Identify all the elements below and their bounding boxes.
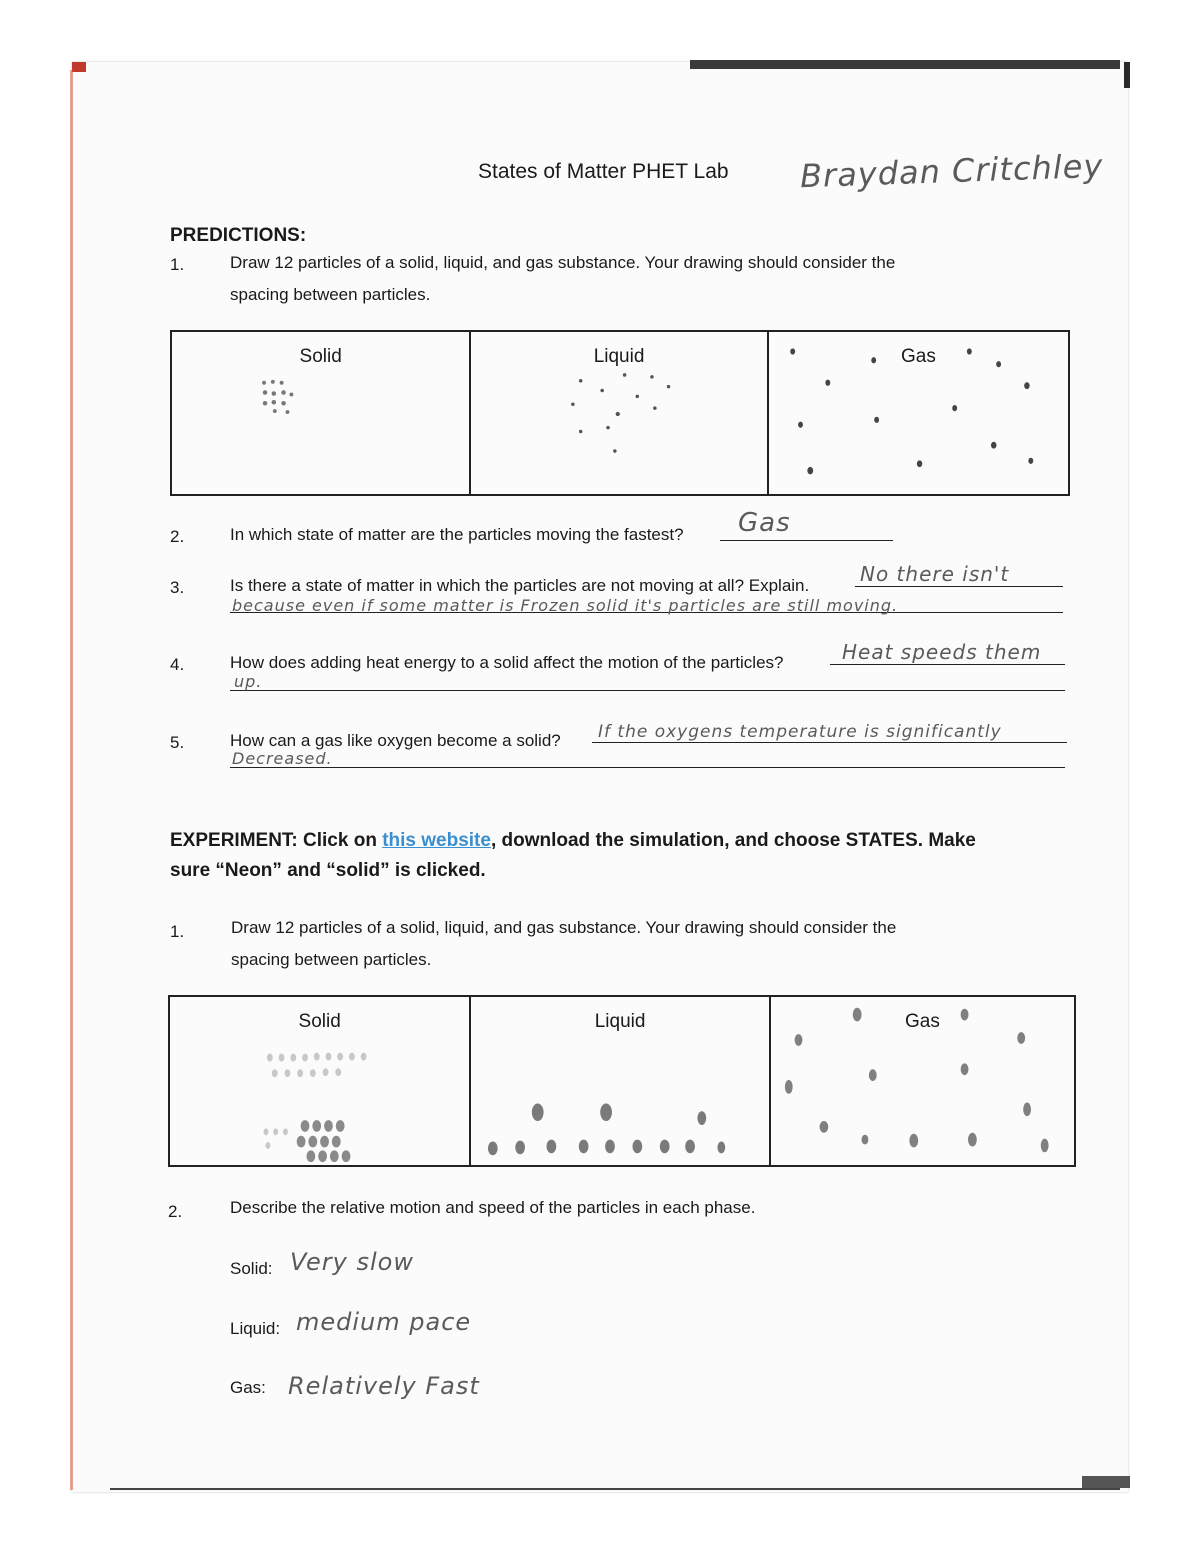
exp-liquid-particles [471, 997, 769, 1165]
particle [263, 390, 267, 394]
worksheet-title: States of Matter PHET Lab [478, 160, 729, 183]
particle [698, 1111, 707, 1125]
student-name: Braydan Critchley [799, 146, 1104, 196]
particle [272, 391, 276, 395]
particle [1024, 382, 1029, 389]
pred-q5-answer1: If the oxygens temperature is significantly [598, 722, 1002, 742]
particle [667, 385, 671, 389]
particle [306, 1150, 315, 1162]
particle [636, 395, 640, 399]
particle [272, 1069, 278, 1077]
particle [579, 379, 583, 383]
exp-solid-header: Solid [298, 1011, 341, 1032]
particle [272, 400, 276, 404]
exp-q2-number: 2. [168, 1202, 183, 1221]
pred-q4-number: 4. [170, 655, 185, 674]
pred-solid-header: Solid [299, 346, 342, 367]
particle [623, 373, 627, 377]
particle [323, 1068, 329, 1076]
pred-q5-text: How can a gas like oxygen become a solid? [230, 731, 561, 750]
particle [794, 1034, 802, 1046]
particle [301, 1120, 310, 1132]
particle [874, 417, 879, 423]
exp-q1-line2: spacing between particles. [231, 950, 432, 969]
pred-q3-text: Is there a state of matter in which the particles are not moving at all? Explain. [230, 576, 810, 595]
pred-q5-answer2: Decreased. [232, 749, 333, 768]
pred-gas-header: Gas [900, 346, 936, 367]
particle [267, 1054, 273, 1062]
experiment-heading-rest: , download the simulation, and choose STATES. Make [490, 830, 976, 851]
exp-liquid-cell [470, 996, 770, 1166]
exp-liquid-header: Liquid [594, 1011, 646, 1032]
particle [297, 1069, 303, 1077]
this-website-link[interactable]: this website [382, 830, 491, 851]
gas-answer: Relatively Fast [288, 1372, 480, 1400]
particle [310, 1069, 316, 1077]
particle [613, 449, 617, 453]
pred-liquid-particles [471, 332, 767, 494]
particle [332, 1136, 341, 1148]
exp-solid-particles [170, 997, 469, 1165]
particle [961, 1063, 969, 1075]
pred-liquid-header: Liquid [593, 346, 645, 367]
particle [326, 1053, 332, 1061]
particle [324, 1120, 333, 1132]
particle [605, 1140, 615, 1154]
particle [547, 1140, 557, 1154]
particle [280, 381, 284, 385]
particle [869, 1069, 877, 1081]
particle [961, 1009, 969, 1021]
particle [312, 1120, 321, 1132]
pred-q3-answer-line1 [855, 586, 1063, 587]
pred-q4-answer1: Heat speeds them [842, 640, 1042, 664]
liquid-answer: medium pace [296, 1308, 472, 1336]
particle [273, 409, 277, 413]
scan-edge-bottom [110, 1488, 1120, 1490]
gas-label: Gas: [230, 1378, 266, 1397]
particle [302, 1054, 308, 1062]
pred-q5-answer-line2 [230, 767, 1065, 768]
particle [871, 357, 876, 363]
pred-q3-number: 3. [170, 578, 185, 597]
particle [909, 1134, 918, 1148]
particle [616, 412, 620, 416]
solid-answer: Very slow [290, 1248, 414, 1276]
pred-gas-particles [769, 332, 1068, 494]
particle [289, 393, 293, 397]
pred-solid-cell [171, 331, 470, 495]
particle [335, 1068, 341, 1076]
particle [516, 1141, 526, 1155]
particle [264, 1128, 269, 1135]
particle [273, 1128, 278, 1135]
particle [718, 1142, 726, 1154]
exp-gas-header: Gas [904, 1011, 940, 1032]
particle [571, 402, 575, 406]
particle [968, 1133, 977, 1147]
prediction-drawing-table [170, 330, 1070, 496]
particle [660, 1140, 670, 1154]
particle [262, 381, 266, 385]
particle [318, 1150, 327, 1162]
particle [579, 430, 583, 434]
particle [337, 1053, 343, 1061]
particle [285, 1069, 291, 1077]
pred-q4-text: How does adding heat energy to a solid affect the motion of the particles? [230, 653, 784, 672]
particle [819, 1121, 828, 1133]
pred-gas-cell [768, 331, 1069, 495]
particle [579, 1140, 589, 1154]
pred-q1-line1: Draw 12 particles of a solid, liquid, and gas substance. Your drawing should consider the [230, 253, 896, 272]
particle [1023, 1102, 1031, 1116]
pred-q1-number: 1. [170, 255, 185, 274]
particle [853, 1008, 862, 1022]
pred-q2-answer: Gas [738, 508, 791, 538]
particle [861, 1135, 868, 1145]
exp-solid-cell [169, 996, 470, 1166]
pred-q2-answer-line [720, 540, 893, 541]
particle [290, 1054, 296, 1062]
pred-q4-answer-line2 [230, 690, 1065, 691]
pred-q5-number: 5. [170, 733, 185, 752]
experiment-heading-bold: EXPERIMENT: Click on [170, 830, 377, 851]
particle [917, 460, 922, 467]
scan-edge-right [1124, 62, 1130, 88]
predictions-heading: PREDICTIONS: [170, 225, 307, 246]
particle [601, 1103, 613, 1121]
particle [532, 1103, 544, 1121]
particle [281, 401, 285, 405]
exp-q1-line1: Draw 12 particles of a solid, liquid, and gas substance. Your drawing should consider the [231, 918, 897, 937]
exp-q1-number: 1. [170, 922, 185, 941]
particle [653, 406, 657, 410]
experiment-heading [170, 830, 976, 852]
particle [281, 390, 285, 394]
particle [265, 1142, 270, 1149]
particle [686, 1140, 696, 1154]
particle [785, 1080, 793, 1094]
pred-solid-particles [172, 332, 469, 494]
particle [650, 375, 654, 379]
experiment-drawing-table [168, 995, 1076, 1167]
particle [1017, 1032, 1025, 1044]
particle [798, 422, 803, 428]
particle [825, 380, 830, 386]
pred-q4-answer2: up. [234, 672, 263, 691]
particle [952, 405, 957, 411]
particle [790, 348, 795, 354]
scan-edge-red [72, 62, 86, 72]
particle [283, 1128, 288, 1135]
particle [342, 1150, 351, 1162]
scan-edge-top [690, 60, 1120, 69]
exp-gas-particles [771, 997, 1074, 1165]
pred-q2-text: In which state of matter are the particles moving the fastest? [230, 525, 684, 544]
particle [996, 361, 1001, 367]
liquid-label: Liquid: [230, 1319, 281, 1338]
pred-q2-number: 2. [170, 527, 185, 546]
pred-q1-line2: spacing between particles. [230, 285, 431, 304]
pred-q3-answer2: because even if some matter is Frozen solid it's particles are still moving. [232, 596, 899, 615]
solid-label: Solid: [230, 1259, 273, 1278]
particle [336, 1120, 345, 1132]
particle [349, 1053, 355, 1061]
particle [607, 426, 611, 430]
particle [271, 380, 275, 384]
particle [1028, 458, 1033, 464]
particle [297, 1136, 306, 1148]
particle [1041, 1139, 1049, 1153]
particle [279, 1054, 285, 1062]
pred-q4-answer-line1 [830, 664, 1065, 665]
exp-gas-cell [770, 996, 1075, 1166]
particle [308, 1136, 317, 1148]
particle [967, 348, 972, 354]
particle [361, 1053, 367, 1061]
experiment-heading-line2: sure “Neon” and “solid” is clicked. [170, 860, 486, 881]
particle [488, 1142, 498, 1156]
particle [330, 1150, 339, 1162]
particle [601, 389, 605, 393]
particle [263, 401, 267, 405]
scan-edge-tab [1082, 1476, 1130, 1488]
scan-edge-left [70, 70, 73, 1490]
particle [314, 1053, 320, 1061]
pred-liquid-cell [470, 331, 768, 495]
particle [320, 1136, 329, 1148]
particle [991, 442, 996, 449]
exp-q2-text: Describe the relative motion and speed of the particles in each phase. [230, 1198, 756, 1217]
particle [286, 410, 290, 414]
particle [807, 467, 813, 474]
pred-q3-answer1: No there isn't [860, 562, 1010, 586]
pred-q5-answer-line1 [592, 742, 1067, 743]
particle [633, 1140, 643, 1154]
